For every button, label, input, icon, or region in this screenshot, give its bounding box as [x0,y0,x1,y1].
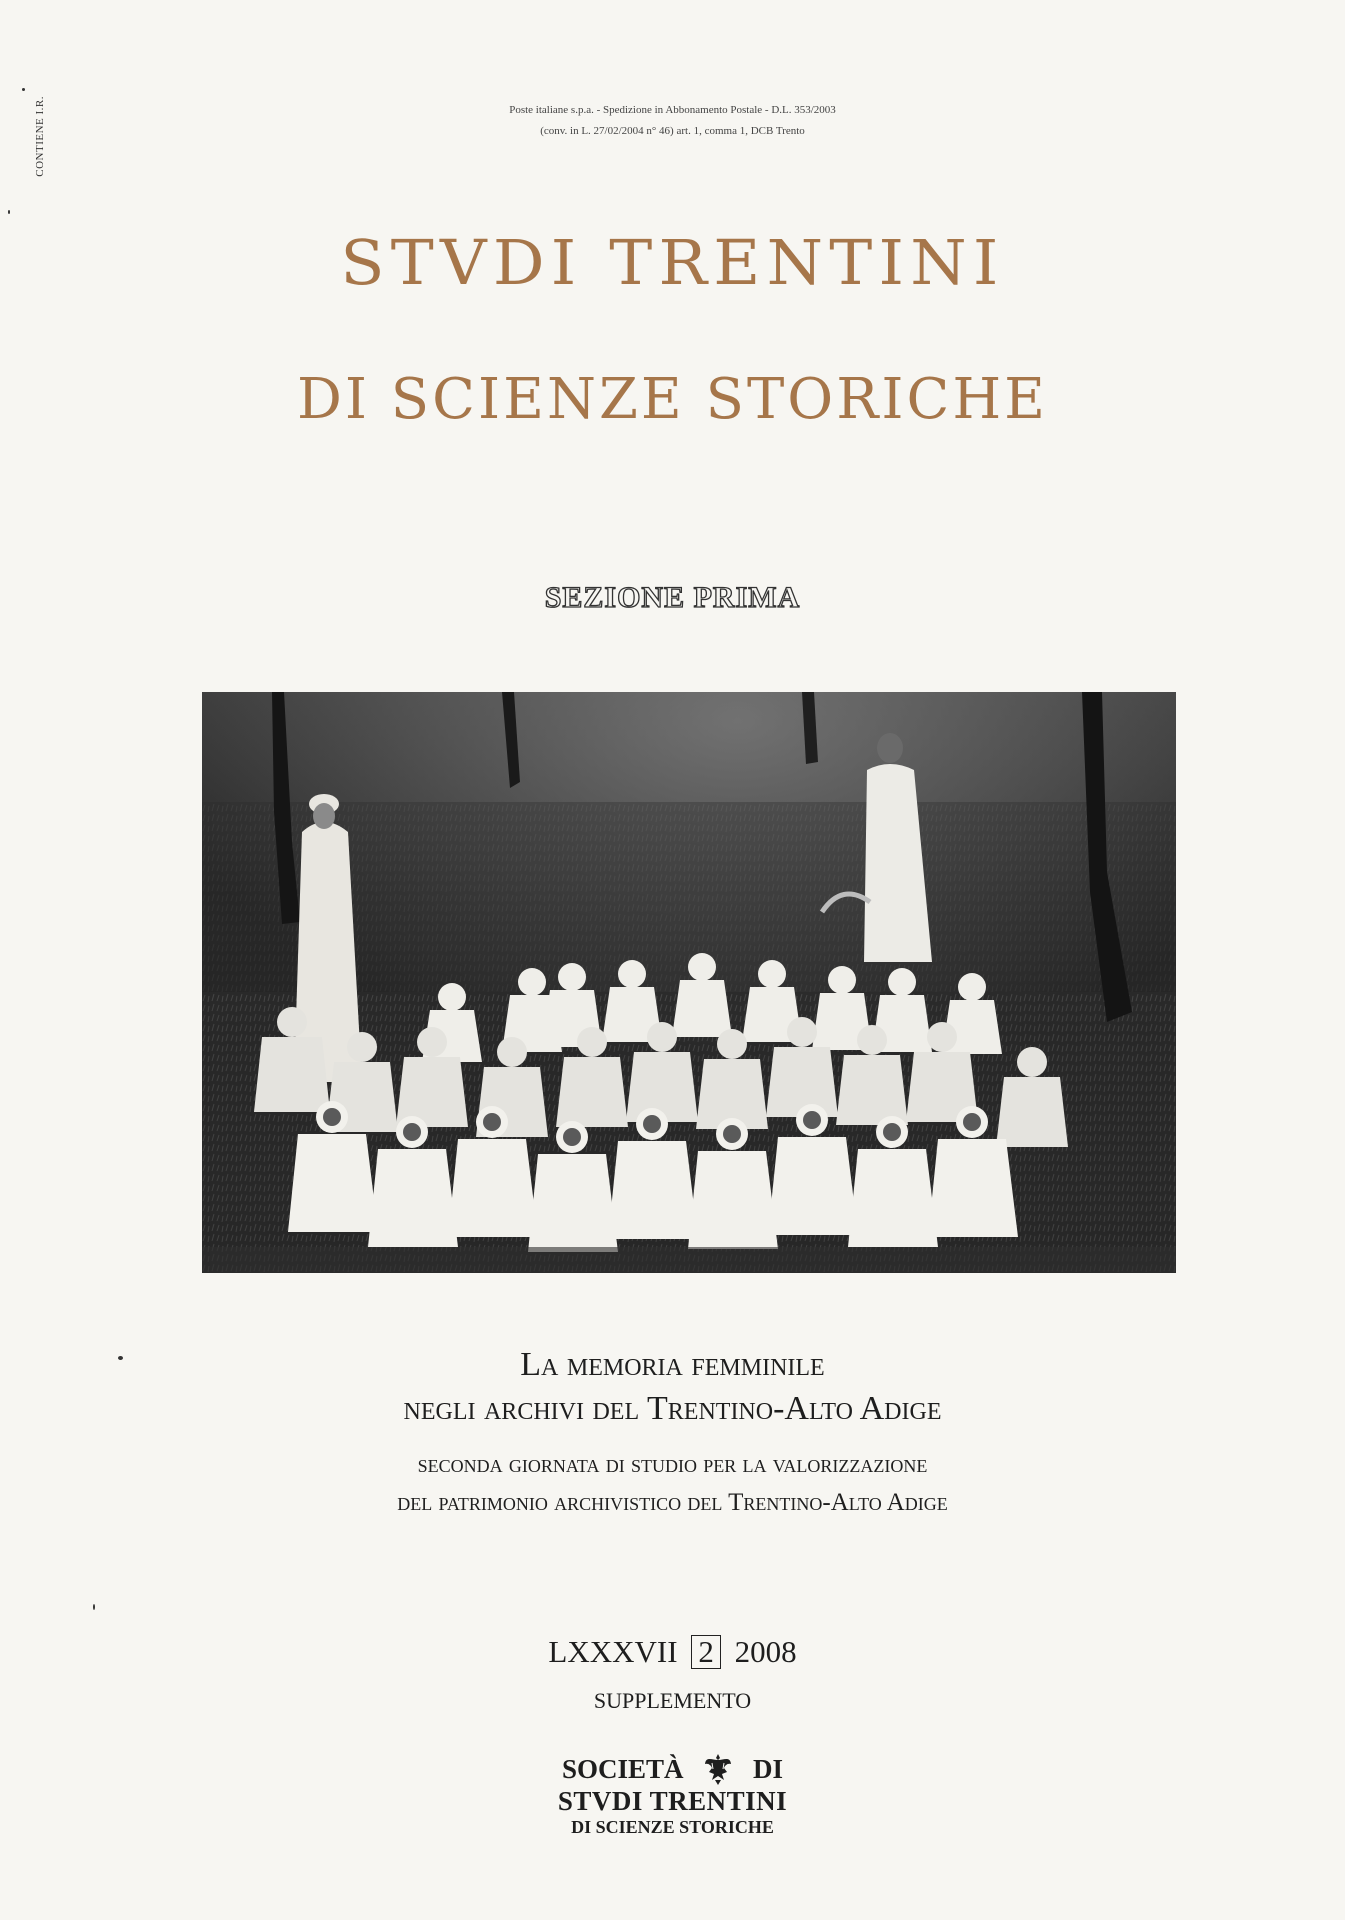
feature-line-2: negli archivi del Trentino-Alto Adige [403,1390,942,1427]
journal-subtitle: DI SCIENZE STORICHE [296,367,1049,432]
section-label: SEZIONE PRIMA [544,581,801,614]
postal-notice [0,100,1345,142]
postal-line-2: (conv. in L. 27/02/2004 n° 46) art. 1, comma 1, DCB Trento [540,125,805,137]
feature-heading [0,1343,1345,1431]
cover-photograph [202,692,1176,1273]
issue-supplement: SUPPLEMENTO [593,1688,752,1713]
print-speck [8,210,10,214]
issue-year: 2008 [734,1634,797,1669]
publisher-subname: DI SCIENZE STORICHE [571,1817,774,1837]
issue-volume: LXXXVII [548,1634,678,1669]
postal-line-1: Poste italiane s.p.a. - Spedizione in Abbonamento Postale - D.L. 353/2003 [509,104,836,116]
feature-line-3: seconda giornata di studio per la valorizzazione [417,1451,928,1478]
feature-line-1: La memoria femminile [520,1346,825,1383]
eagle-emblem-icon [704,1752,732,1786]
publisher-word-1: SOCIETÀ [561,1754,684,1784]
spine-label: CONTIENE I.R. [34,96,46,177]
issue-line [0,1632,1345,1672]
publisher-name: STVDI TRENTINI [557,1786,788,1816]
feature-line-4: del patrimonio archivistico del Trentino-Alto Adige [397,1489,948,1516]
publisher-word-2: DI [753,1754,784,1784]
journal-title: STVDI TRENTINI [340,226,1005,299]
print-speck [93,1604,95,1610]
feature-subheading [0,1446,1345,1522]
issue-number: 2 [691,1635,721,1669]
publisher-block [0,1752,1345,1838]
print-speck [22,88,25,91]
